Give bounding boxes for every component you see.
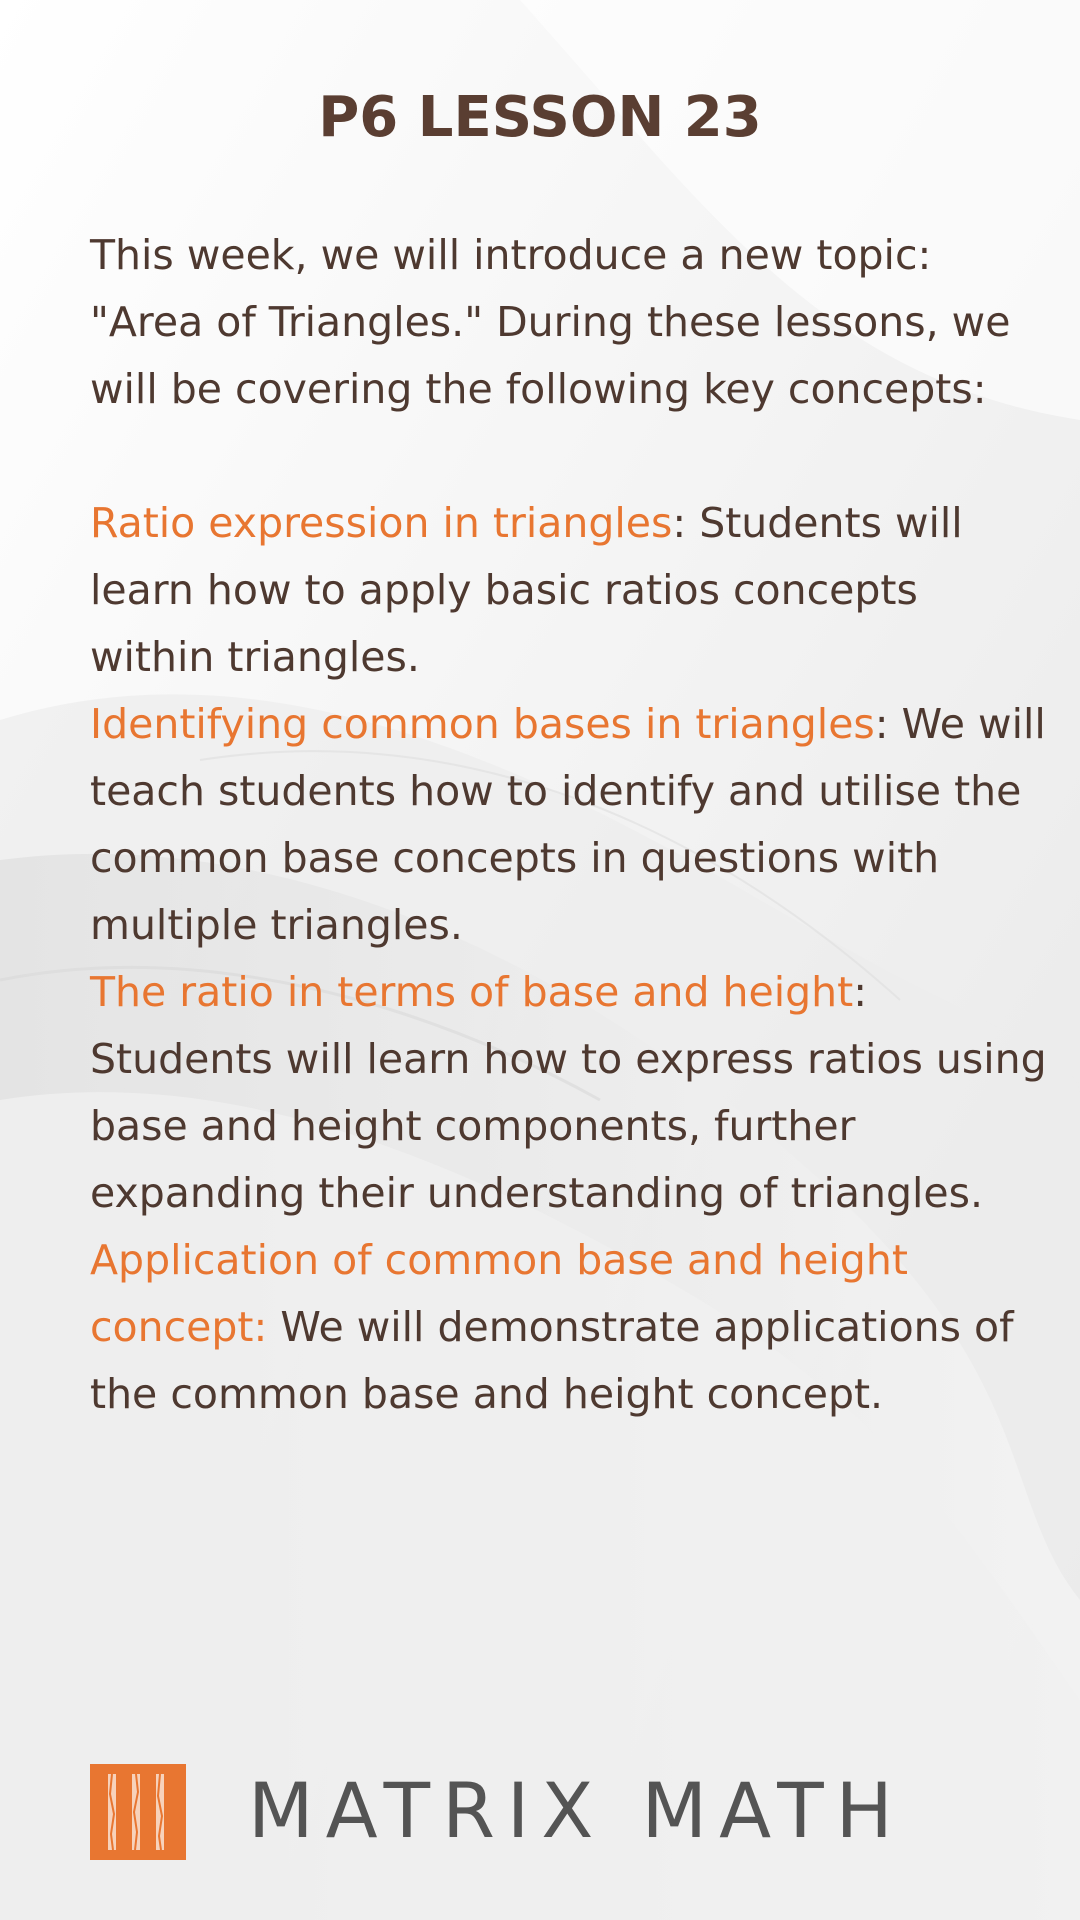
concept-item	[90, 959, 1050, 1227]
concept-heading: Application of common base and height concept:	[90, 1236, 908, 1351]
concept-item	[90, 1227, 1050, 1428]
brand-name: MATRIX MATH	[248, 1766, 905, 1855]
concept-separator: :	[672, 499, 700, 547]
intro-paragraph: This week, we will introduce a new topic: "Area of Triangles." During these lessons, we will be covering the following key concepts:	[90, 231, 1011, 413]
concept-item	[90, 691, 1050, 959]
concept-text: We will teach students how to identify and utilise the common base concepts in questions with multiple triangles.	[90, 700, 1046, 949]
concept-text: Students will learn how to apply basic ratios concepts within triangles.	[90, 499, 963, 681]
lesson-content	[90, 222, 1050, 1428]
concept-text: We will demonstrate applications of the common base and height concept.	[90, 1303, 1014, 1418]
concept-heading: The ratio in terms of base and height	[90, 968, 854, 1016]
concept-heading: Identifying common bases in triangles	[90, 700, 875, 748]
matrix-math-logo-icon	[90, 1764, 186, 1860]
concept-separator: :	[874, 700, 902, 748]
concept-separator	[267, 1303, 280, 1351]
concept-item	[90, 490, 1050, 691]
concept-separator: :	[853, 968, 868, 1016]
footer	[90, 1760, 1010, 1860]
concept-text: Students will learn how to express ratios using base and height components, further expanding their understanding of triangles.	[90, 1035, 1047, 1217]
concept-heading: Ratio expression in triangles	[90, 499, 673, 547]
page-title: P6 LESSON 23	[318, 85, 762, 150]
